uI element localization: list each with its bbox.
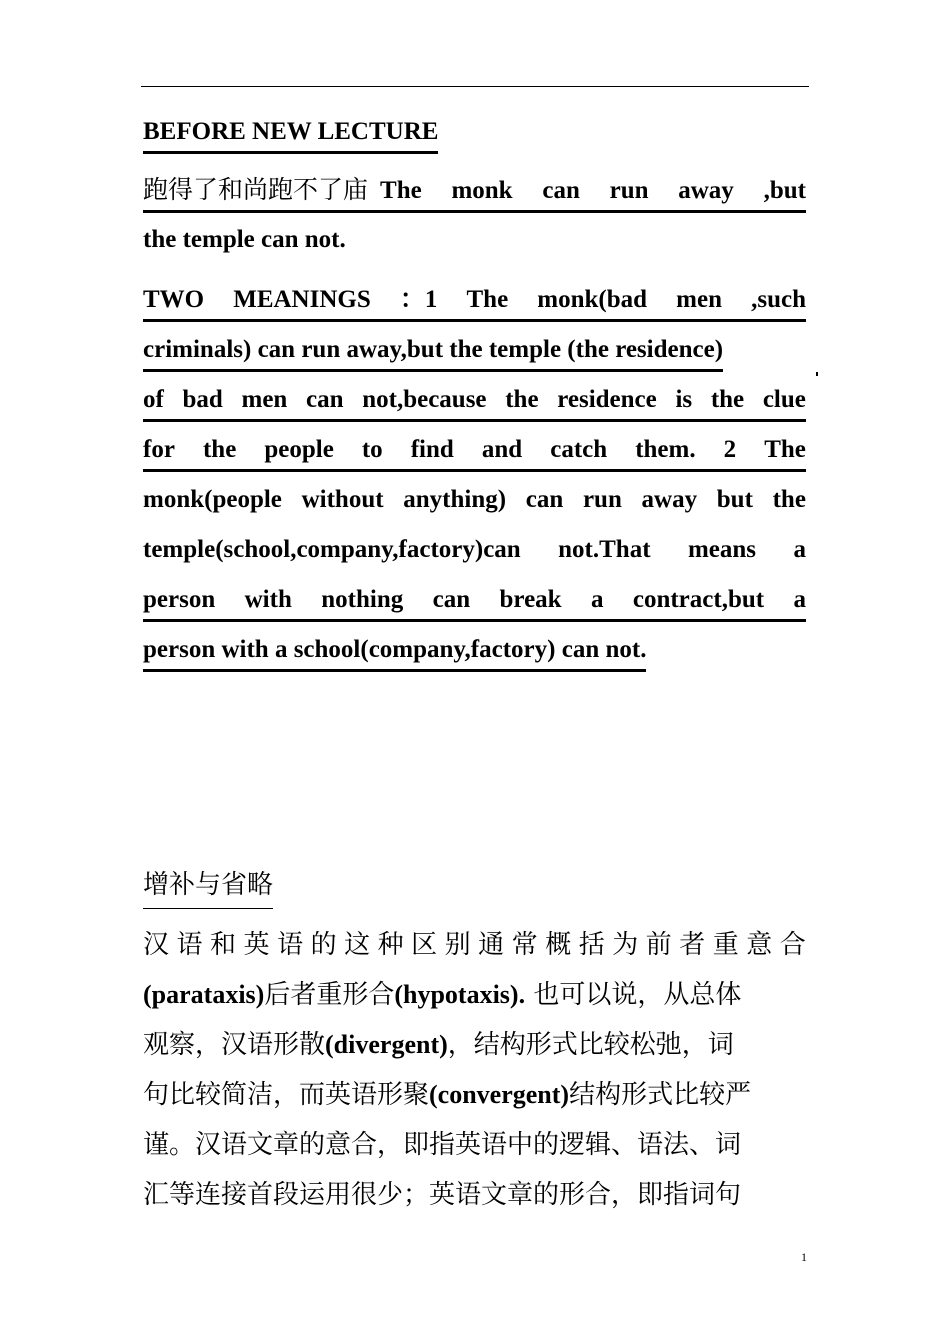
meaning-word: TWO bbox=[143, 286, 205, 313]
meaning-word: The bbox=[764, 436, 806, 463]
section2-char: 语 bbox=[176, 930, 203, 960]
section2-char: 概 bbox=[545, 930, 572, 960]
meaning-word: means bbox=[687, 536, 757, 563]
section2-char: 者 bbox=[679, 930, 706, 960]
meaning-word: men bbox=[676, 286, 722, 313]
chinese-text: 汇等连接首段运用很少；英语文章的形合，即指词句 bbox=[143, 1180, 742, 1210]
english-term: (parataxis) bbox=[143, 980, 265, 1009]
proverb-line-1 bbox=[143, 174, 806, 213]
meaning-word: ：1 bbox=[399, 286, 438, 313]
section2-char: 重 bbox=[712, 930, 739, 960]
proverb-word: run bbox=[609, 177, 649, 204]
meaning-word: clue bbox=[762, 386, 806, 413]
lecture-heading: BEFORE NEW LECTURE bbox=[143, 116, 438, 154]
section2-char: 英 bbox=[243, 930, 270, 960]
proverb-word: The bbox=[380, 177, 422, 204]
meaning-word: men bbox=[241, 386, 288, 413]
chinese-text: 句比较简洁，而英语形聚 bbox=[143, 1080, 430, 1110]
meaning-word: residence bbox=[557, 386, 657, 413]
header-rule bbox=[141, 86, 809, 87]
section2-line bbox=[143, 1178, 741, 1212]
meaning-word: them. bbox=[635, 436, 696, 463]
section2-char: 的 bbox=[310, 930, 337, 960]
proverb-word: can bbox=[542, 177, 580, 204]
meaning-word: the bbox=[710, 386, 745, 413]
meaning-line bbox=[143, 434, 806, 472]
section2-char: 种 bbox=[377, 930, 404, 960]
meaning-line bbox=[143, 384, 806, 422]
meaning-word: temple(school,company,factory)can bbox=[143, 536, 521, 563]
meaning-word: a bbox=[793, 586, 806, 613]
meaning-word: the bbox=[202, 436, 237, 463]
meaning-word: the bbox=[505, 386, 539, 413]
meaning-word: catch bbox=[550, 436, 608, 463]
meaning-word: away bbox=[641, 486, 698, 513]
meaning-word: monk(bad bbox=[537, 286, 648, 313]
proverb-word: away bbox=[678, 177, 734, 204]
margin-mark bbox=[816, 372, 818, 376]
english-term: (hypotaxis). bbox=[394, 980, 526, 1009]
meaning-word: but bbox=[716, 486, 753, 513]
section2-char: 前 bbox=[645, 930, 672, 960]
section2-char: 为 bbox=[612, 930, 639, 960]
meaning-word: anything) bbox=[403, 486, 507, 513]
proverb-cn: 跑得了和尚跑不了庙 bbox=[143, 175, 369, 204]
meaning-word: MEANINGS bbox=[233, 286, 371, 313]
section2-char: 括 bbox=[578, 930, 605, 960]
meaning-word: can bbox=[525, 486, 564, 513]
english-term: (convergent) bbox=[429, 1080, 570, 1109]
meaning-word: ,such bbox=[751, 286, 806, 313]
meaning-word: not.That bbox=[558, 536, 651, 563]
chinese-text: ，结构形式比较松弛，词 bbox=[447, 1030, 734, 1060]
meaning-line bbox=[143, 484, 806, 516]
meaning-word: break bbox=[499, 586, 562, 613]
section2-char: 汉 bbox=[143, 930, 170, 960]
proverb-word: ,but bbox=[763, 177, 806, 204]
meaning-line: person with a school(company,factory) can not. bbox=[143, 634, 646, 672]
meaning-word: without bbox=[301, 486, 384, 513]
meaning-word: people bbox=[264, 436, 334, 463]
meaning-line bbox=[143, 284, 806, 322]
section2-line bbox=[143, 1078, 751, 1112]
english-term: (divergent) bbox=[325, 1030, 448, 1059]
meaning-word: not,because bbox=[362, 386, 487, 413]
section2-char: 和 bbox=[210, 930, 237, 960]
meaning-word: The bbox=[466, 286, 509, 313]
section2-char: 合 bbox=[779, 930, 806, 960]
meaning-word: and bbox=[481, 436, 523, 463]
section2-char: 意 bbox=[746, 930, 773, 960]
meaning-word: nothing bbox=[321, 586, 404, 613]
chinese-text: 也可以说，从总体 bbox=[525, 980, 742, 1010]
meaning-word: monk(people bbox=[143, 486, 282, 513]
section2-char: 通 bbox=[478, 930, 505, 960]
meaning-word: a bbox=[793, 536, 806, 563]
meaning-word: contract,but bbox=[632, 586, 765, 613]
meaning-word: is bbox=[675, 386, 693, 413]
chinese-text: 观察，汉语形散 bbox=[143, 1030, 326, 1060]
section2-line bbox=[143, 928, 806, 962]
proverb-word: monk bbox=[451, 177, 513, 204]
page-number: 1 bbox=[801, 1250, 807, 1264]
meaning-word: a bbox=[590, 586, 604, 613]
meaning-word: to bbox=[361, 436, 383, 463]
chinese-text: 谨。汉语文章的意合，即指英语中的逻辑、语法、词 bbox=[143, 1130, 742, 1160]
chinese-text: 结构形式比较严 bbox=[569, 1080, 752, 1110]
meaning-line bbox=[143, 534, 806, 566]
meaning-line bbox=[143, 584, 806, 622]
meaning-word: of bbox=[143, 386, 164, 413]
meaning-word: can bbox=[432, 586, 471, 613]
section2-char: 别 bbox=[444, 930, 471, 960]
meaning-word: 2 bbox=[723, 436, 737, 463]
meaning-line: criminals) can run away,but the temple (the residence) bbox=[143, 334, 723, 372]
section2-heading: 增补与省略 bbox=[143, 868, 273, 909]
meaning-word: the bbox=[772, 486, 806, 513]
section2-char: 区 bbox=[411, 930, 438, 960]
meaning-word: bad bbox=[182, 386, 223, 413]
meaning-word: run bbox=[582, 486, 622, 513]
chinese-text: 后者重形合 bbox=[264, 980, 395, 1010]
proverb-en bbox=[380, 175, 806, 207]
meaning-word: with bbox=[244, 586, 292, 613]
meaning-word: person bbox=[143, 586, 216, 613]
meaning-word: can bbox=[306, 386, 344, 413]
section2-line bbox=[143, 1128, 741, 1162]
section2-char: 常 bbox=[511, 930, 538, 960]
meaning-word: find bbox=[410, 436, 454, 463]
section2-line bbox=[143, 1028, 734, 1062]
section2-line bbox=[143, 978, 741, 1012]
proverb-line-2: the temple can not. bbox=[143, 226, 346, 253]
section2-char: 这 bbox=[344, 930, 371, 960]
meaning-word: for bbox=[143, 436, 175, 463]
section2-char: 语 bbox=[277, 930, 304, 960]
